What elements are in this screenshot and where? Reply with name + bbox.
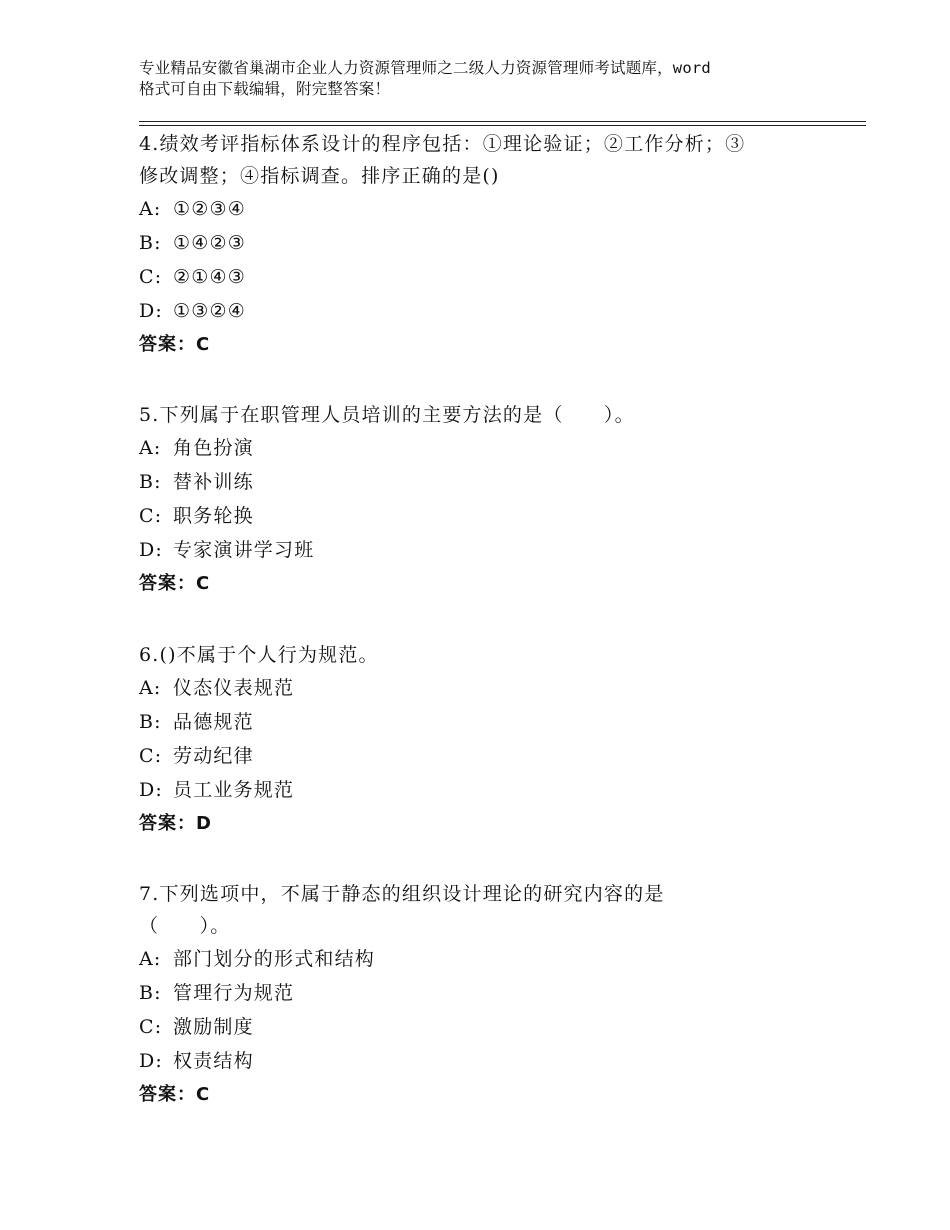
header-line-2: 格式可自由下载编辑，附完整答案！	[139, 80, 391, 98]
option-key: B:	[139, 711, 162, 733]
question-line: 5.下列属于在职管理人员培训的主要方法的是（ ）。	[139, 404, 635, 426]
header-line-1: 专业精品安徽省巢湖市企业人力资源管理师之二级人力资源管理师考试题库，word	[139, 59, 711, 77]
option-b	[139, 976, 839, 1010]
option-b	[139, 705, 839, 739]
question-text	[139, 399, 839, 431]
option-text: ①②③④	[173, 198, 246, 220]
question-6	[139, 639, 839, 841]
option-c	[139, 499, 839, 533]
answer: 答案：C	[139, 1084, 211, 1105]
question-text	[139, 878, 839, 942]
option-d	[139, 1044, 839, 1078]
answer: 答案：D	[139, 813, 212, 834]
option-key: C:	[139, 745, 163, 767]
header-divider-bottom	[139, 125, 866, 126]
option-key: D:	[139, 300, 164, 322]
option-b	[139, 465, 839, 499]
option-key: C:	[139, 1016, 163, 1038]
option-key: D:	[139, 1050, 164, 1072]
option-text: 员工业务规范	[173, 779, 295, 801]
option-key: B:	[139, 471, 162, 493]
question-line: 7.下列选项中，不属于静态的组织设计理论的研究内容的是	[139, 883, 665, 905]
option-key: D:	[139, 539, 164, 561]
option-text: 管理行为规范	[173, 982, 295, 1004]
option-c	[139, 260, 839, 294]
option-a	[139, 942, 839, 976]
option-text: 激励制度	[173, 1016, 254, 1038]
answer: 答案：C	[139, 573, 211, 594]
question-line: 修改调整；④指标调查。排序正确的是()	[139, 165, 500, 187]
question-line: 4.绩效考评指标体系设计的程序包括：①理论验证；②工作分析；③	[139, 133, 746, 155]
question-line: （ ）。	[139, 915, 231, 937]
option-a	[139, 431, 839, 465]
option-a	[139, 192, 839, 226]
question-text	[139, 639, 839, 671]
option-text: 角色扮演	[173, 437, 254, 459]
option-key: C:	[139, 505, 163, 527]
option-d	[139, 294, 839, 328]
option-c	[139, 739, 839, 773]
option-key: A:	[139, 198, 162, 220]
option-d	[139, 773, 839, 807]
question-4	[139, 128, 839, 362]
option-text: 仪态仪表规范	[173, 677, 295, 699]
answer: 答案：C	[139, 334, 211, 355]
header-divider-top	[139, 121, 866, 122]
option-key: A:	[139, 437, 162, 459]
option-key: A:	[139, 677, 162, 699]
option-key: D:	[139, 779, 164, 801]
option-text: ②①④③	[173, 266, 246, 288]
option-c	[139, 1010, 839, 1044]
document-header	[139, 58, 829, 100]
question-line: 6.()不属于个人行为规范。	[139, 644, 379, 666]
option-text: ①③②④	[173, 300, 246, 322]
option-text: 品德规范	[173, 711, 254, 733]
option-d	[139, 533, 839, 567]
option-key: A:	[139, 948, 162, 970]
option-text: 替补训练	[173, 471, 254, 493]
option-text: 职务轮换	[173, 505, 254, 527]
question-5	[139, 399, 839, 601]
option-text: 专家演讲学习班	[173, 539, 315, 561]
option-text: 权责结构	[173, 1050, 254, 1072]
option-text: ①④②③	[173, 232, 246, 254]
option-key: B:	[139, 982, 162, 1004]
option-b	[139, 226, 839, 260]
option-text: 劳动纪律	[173, 745, 254, 767]
option-key: C:	[139, 266, 163, 288]
question-text	[139, 128, 839, 192]
option-text: 部门划分的形式和结构	[173, 948, 376, 970]
option-a	[139, 671, 839, 705]
option-key: B:	[139, 232, 162, 254]
question-7	[139, 878, 839, 1112]
